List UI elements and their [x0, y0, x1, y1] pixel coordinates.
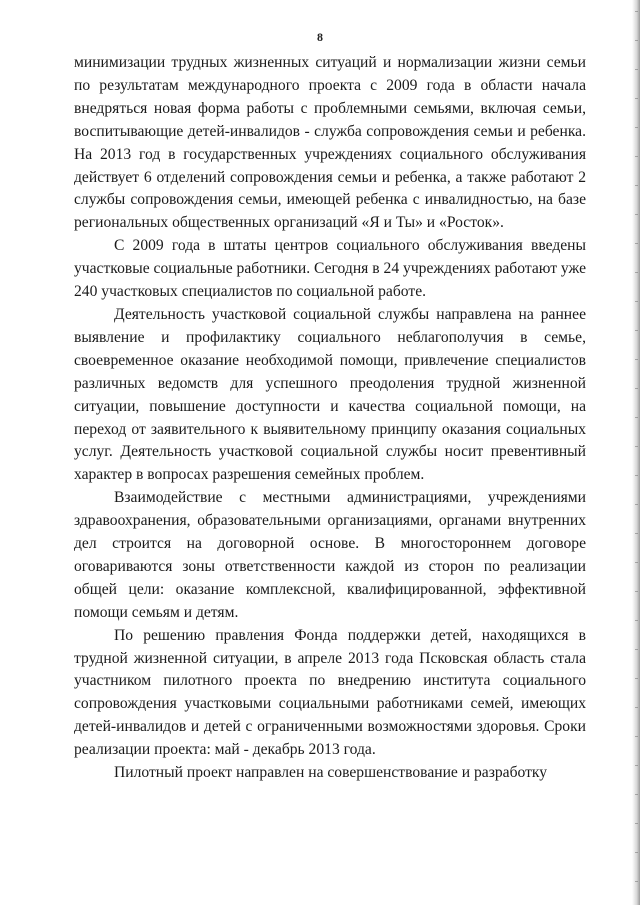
paragraph-interaction: Взаимодействие с местными администрациями, учреждениями здравоохранения, образовательными организациями, органами внутренних дел строится на договорной основе. В многостороннем договоре оговариваются зоны ответственности каждой из сторон по реализации общей цели: оказание комплексной, квалифицированной, эффективной помощи семьям и детям.	[74, 489, 586, 621]
paragraph-pilot-aim: Пилотный проект направлен на совершенствование и разработку	[114, 764, 548, 782]
document-body	[74, 52, 586, 785]
scan-edge-specks	[635, 0, 638, 905]
paragraph-pilot-project: По решению правления Фонда поддержки детей, находящихся в трудной жизненной ситуации, в апреле 2013 года Псковская область стала участником пилотного проекта по внедрению института социального сопровождения участковыми социальными работниками семей, имеющих детей-инвалидов и детей с ограниченными возможностями здоровья. Сроки реализации проекта: май - декабрь 2013 года.	[74, 626, 586, 759]
paragraph-continuation: минимизации трудных жизненных ситуаций и нормализации жизни семьи по результатам международного проекта с 2009 года в области начала внедряться новая форма работы с проблемными семьями, включая семьи, воспитывающие детей-инвалидов - служба сопровождения семьи и ребенка. На 2013 год в государственных учреждениях социального обслуживания действует 6 отделений сопровождения семьи и ребенка, а также работают 2 службы сопровождения семьи, имеющей ребенка с инвалидностью, на базе региональных общественных организаций «Я и Ты» и «Росток».	[74, 54, 586, 232]
paragraph-service-activity: Деятельность участковой социальной службы направлена на раннее выявление и профилактику социального неблагополучия в семье, своевременное оказание необходимой помощи, привлечение специалистов различных ведомств для успешного преодоления трудной жизненной ситуации, повышение доступности и качества социальной помощи, на переход от заявительного к выявительному принципу оказания социальных услуг. Деятельность участковой социальной службы носит превентивный характер в вопросах разрешения семейных проблем.	[74, 305, 586, 484]
paragraph-social-workers: С 2009 года в штаты центров социального обслуживания введены участковые социальные работники. Сегодня в 24 учреждениях работают уже 240 участковых специалистов по социальной работе.	[74, 237, 586, 301]
page-number: 8	[317, 30, 323, 44]
